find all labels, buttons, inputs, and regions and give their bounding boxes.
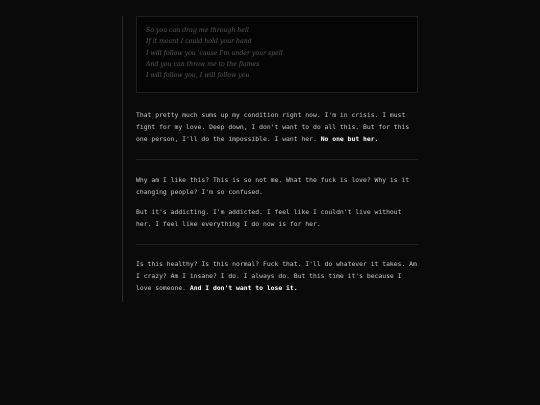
paragraph-condition — [136, 109, 418, 145]
paragraph-text: Why am I like this? This is so not me. What the fuck is love? Why is it changing people? I'm so confused. — [136, 176, 410, 196]
paragraph-text: Is this healthy? Is this normal? Fuck that. I'll do whatever it takes. Am I crazy? Am I insane? I do. I always do. But this time it's because I love someone. — [136, 260, 417, 292]
blog-post — [136, 16, 418, 294]
post-left-rule — [122, 16, 123, 302]
lyric-line: I will follow you 'cause I'm under your spell — [146, 49, 283, 57]
paragraph-emphasis: And I don't want to lose it. — [189, 284, 298, 292]
paragraph-addicted — [136, 206, 418, 230]
section-divider — [136, 159, 418, 160]
paragraph-healthy — [136, 258, 418, 294]
paragraph-text: That pretty much sums up my condition right now. I'm in crisis. I must fight for my love. Deep down, I don't want to do all this. But for this one person, I'll do the impossible. I want her. — [136, 111, 410, 143]
paragraph-text: But it's addicting. I'm addicted. I feel like I couldn't live without her. I feel like everything I do now is for her. — [136, 208, 402, 228]
paragraph-emphasis: No one but her. — [320, 135, 379, 143]
lyric-line: So you can drag me through hell — [146, 27, 249, 34]
section-divider — [136, 244, 418, 245]
paragraph-questions — [136, 174, 418, 198]
lyric-line: I will follow you, I will follow you — [146, 72, 250, 80]
lyric-line: If it meant I could hold your hand — [146, 38, 252, 46]
lyrics-quote-box — [136, 16, 418, 93]
lyric-line: And you can throw me to the flames — [146, 60, 260, 68]
